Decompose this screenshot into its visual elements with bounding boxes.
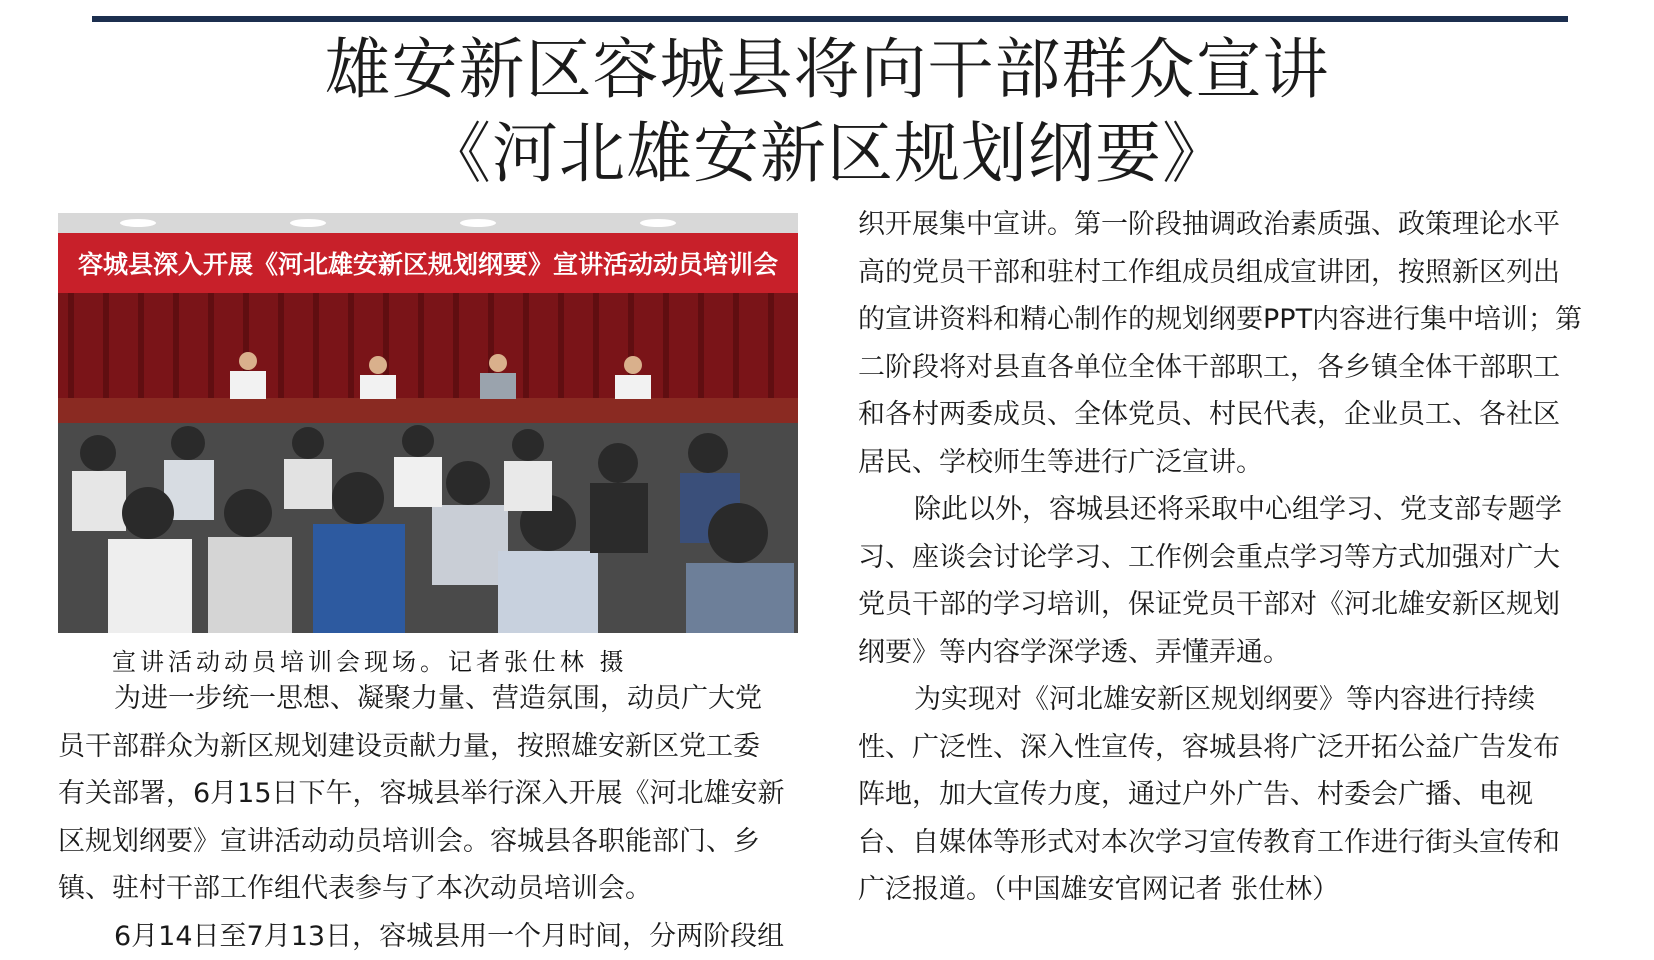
paragraph-line: 阵地，加大宣传力度，通过户外广告、村委会广播、电视: [858, 771, 1610, 819]
paragraph-line: 台、自媒体等形式对本次学习宣传教育工作进行街头宣传和: [858, 819, 1610, 867]
paragraph-line: 区规划纲要》宣讲活动动员培训会。容城县各职能部门、乡: [58, 818, 800, 866]
paragraph-line: 有关部署，6月15日下午，容城县举行深入开展《河北雄安新: [58, 770, 800, 818]
paragraph-line: 广泛报道。（中国雄安官网记者 张仕林）: [858, 866, 1610, 914]
paragraph-line: 性、广泛性、深入性宣传，容城县将广泛开拓公益广告发布: [858, 724, 1610, 772]
paragraph-line: 二阶段将对县直各单位全体干部职工，各乡镇全体干部职工: [858, 344, 1610, 392]
headline-line-1: 雄安新区容城县将向干部群众宣讲: [0, 28, 1654, 112]
headline: [0, 28, 1654, 196]
photo-caption: 宣讲活动动员培训会现场。记者张仕林 摄: [112, 642, 628, 677]
paragraph-line: 6月14日至7月13日，容城县用一个月时间，分两阶段组: [58, 913, 800, 960]
paragraph-line: 镇、驻村干部工作组代表参与了本次动员培训会。: [58, 865, 800, 913]
paragraph-line: 居民、学校师生等进行广泛宣讲。: [858, 439, 1610, 487]
paragraph-line: 习、座谈会讨论学习、工作例会重点学习等方式加强对广大: [858, 534, 1610, 582]
headline-line-2: 《河北雄安新区规划纲要》: [0, 112, 1654, 196]
paragraph-line: 为进一步统一思想、凝聚力量、营造氛围，动员广大党: [58, 675, 800, 723]
paragraph-line: 员干部群众为新区规划建设贡献力量，按照雄安新区党工委: [58, 723, 800, 771]
paragraph-line: 为实现对《河北雄安新区规划纲要》等内容进行持续: [858, 676, 1610, 724]
paragraph-line: 除此以外，容城县还将采取中心组学习、党支部专题学: [858, 486, 1610, 534]
paragraph-line: 高的党员干部和驻村工作组成员组成宣讲团，按照新区列出: [858, 249, 1610, 297]
paragraph-line: 纲要》等内容学深学透、弄懂弄通。: [858, 629, 1610, 677]
paragraph-line: 党员干部的学习培训，保证党员干部对《河北雄安新区规划: [858, 581, 1610, 629]
top-rule: [92, 16, 1568, 22]
article-right-column: [858, 201, 1610, 914]
paragraph-line: 的宣讲资料和精心制作的规划纲要PPT内容进行集中培训；第: [858, 296, 1610, 344]
paragraph-line: 和各村两委成员、全体党员、村民代表，企业员工、各社区: [858, 391, 1610, 439]
news-photo: [58, 213, 798, 633]
article-left-column: [58, 675, 800, 960]
paragraph-line: 织开展集中宣讲。第一阶段抽调政治素质强、政策理论水平: [858, 201, 1610, 249]
banner-text: 容城县深入开展《河北雄安新区规划纲要》宣讲活动动员培训会: [78, 250, 778, 279]
meeting-scene-image: [58, 213, 798, 633]
